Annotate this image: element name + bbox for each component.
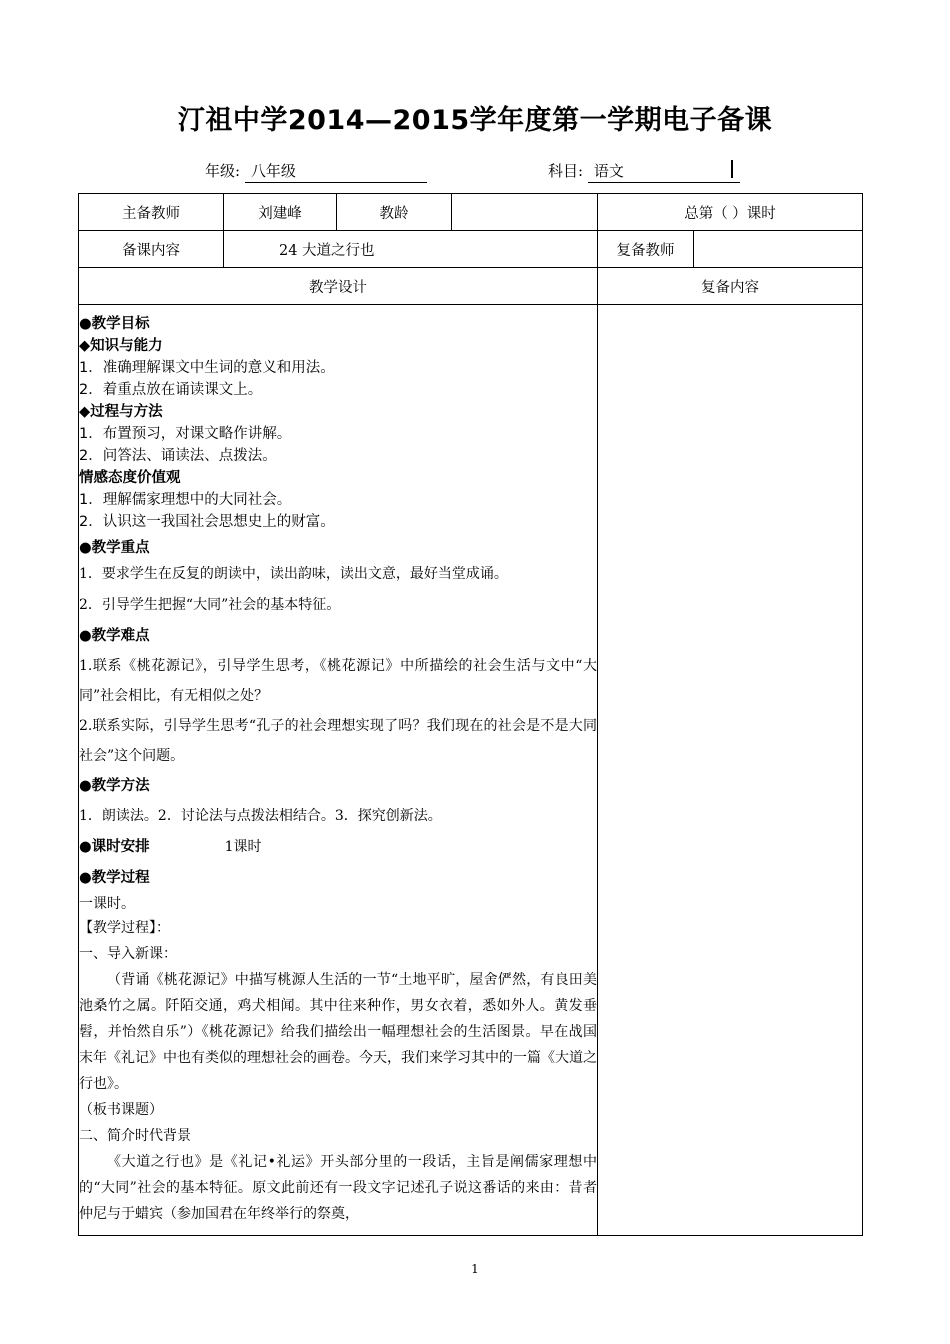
table-row xyxy=(79,305,863,1236)
step1-heading: 一、导入新课： xyxy=(79,946,177,962)
objectives-heading: ●教学目标 xyxy=(79,316,150,332)
review-header: 复备内容 xyxy=(598,268,863,305)
schedule-line xyxy=(79,832,597,863)
knowledge-item-2: 2．着重点放在诵读课文上。 xyxy=(79,382,263,398)
grade-value[interactable]: 八年级 xyxy=(245,160,427,183)
difficulty-1: 1.联系《桃花源记》，引导学生思考，《桃花源记》中所描绘的社会生活与文中“大同”社会相比，有无相似之处？ xyxy=(79,658,597,704)
board-note: （板书课题） xyxy=(79,1102,163,1118)
step2-heading: 二、简介时代背景 xyxy=(79,1128,191,1144)
text-cursor xyxy=(731,160,733,178)
knowledge-heading: ◆知识与能力 xyxy=(79,338,163,354)
main-teacher-label: 主备教师 xyxy=(79,194,224,231)
key-point-1: 1．要求学生在反复的朗读中，读出韵味，读出文意，最好当堂成诵。 xyxy=(79,566,508,582)
grade-field xyxy=(205,160,427,183)
step2-text: 《大道之行也》是《礼记•礼运》开头部分里的一段话，主旨是阐儒家理想中的“大同”社会的基本特征。原文此前还有一段文字记述孔子说这番话的来由：昔者仲尼与于蜡宾（参加国君在年终举行的祭奠， xyxy=(79,1154,597,1222)
process-item-1: 1．布置预习，对课文略作讲解。 xyxy=(79,426,292,442)
review-teacher-value[interactable] xyxy=(694,231,863,268)
review-content[interactable] xyxy=(598,305,863,1236)
process-heading: ◆过程与方法 xyxy=(79,404,163,420)
main-teacher-name[interactable]: 刘建峰 xyxy=(224,194,337,231)
subject-label: 科目: xyxy=(548,162,584,180)
schedule-heading: ●课时安排 xyxy=(79,839,150,855)
design-header: 教学设计 xyxy=(79,268,598,305)
table-row xyxy=(79,231,863,268)
subject-field xyxy=(548,160,740,183)
knowledge-item-1: 1．准确理解课文中生词的意义和用法。 xyxy=(79,360,335,376)
subject-value[interactable]: 语文 xyxy=(588,160,740,183)
difficulty-heading: ●教学难点 xyxy=(79,628,150,644)
seniority-label: 教龄 xyxy=(337,194,452,231)
lesson-plan-table xyxy=(78,193,863,1236)
procedure-heading: ●教学过程 xyxy=(79,870,150,886)
emotion-item-1: 1．理解儒家理想中的大同社会。 xyxy=(79,492,292,508)
document-title: 汀祖中学2014—2015学年度第一学期电子备课 xyxy=(177,105,773,136)
process-item-2: 2．问答法、诵读法、点拨法。 xyxy=(79,448,277,464)
emotion-item-2: 2．认识这一我国社会思想史上的财富。 xyxy=(79,514,335,530)
review-teacher-label: 复备教师 xyxy=(598,231,694,268)
emotion-heading: 情感态度价值观 xyxy=(79,470,181,486)
key-point-2: 2．引导学生把握“大同”社会的基本特征。 xyxy=(79,597,341,613)
grade-label: 年级: xyxy=(205,162,241,180)
difficulty-2: 2.联系实际，引导学生思考“孔子的社会理想实现了吗？我们现在的社会是不是大同社会”这个问题。 xyxy=(79,718,597,764)
schedule-value: 1课时 xyxy=(224,839,262,855)
content-label: 备课内容 xyxy=(79,231,224,268)
one-lesson: 一课时。 xyxy=(79,896,135,912)
design-content[interactable] xyxy=(79,305,598,1236)
method-item: 1．朗读法。2．讨论法与点拨法相结合。3．探究创新法。 xyxy=(79,808,442,824)
lesson-count[interactable]: 总第（ ）课时 xyxy=(598,194,863,231)
step1-text: （背诵《桃花源记》中描写桃源人生活的一节“土地平旷，屋舍俨然，有良田美池桑竹之属。阡陌交通，鸡犬相闻。其中往来种作，男女衣着，悉如外人。黄发垂髫，并怡然自乐”）《桃花源记》给我们描绘出一幅理想社会的生活图景。早在战国末年《礼记》中也有类似的理想社会的画卷。今天，我们来学习其中的一篇《大道之行也》。 xyxy=(79,972,597,1092)
table-row xyxy=(79,194,863,231)
page-number: 1 xyxy=(471,1262,479,1276)
content-value[interactable]: 24 大道之行也 xyxy=(224,231,598,268)
procedure-label: 【教学过程】： xyxy=(79,920,170,936)
table-row xyxy=(79,268,863,305)
seniority-value[interactable] xyxy=(452,194,598,231)
method-heading: ●教学方法 xyxy=(79,778,150,794)
key-points-heading: ●教学重点 xyxy=(79,540,150,556)
